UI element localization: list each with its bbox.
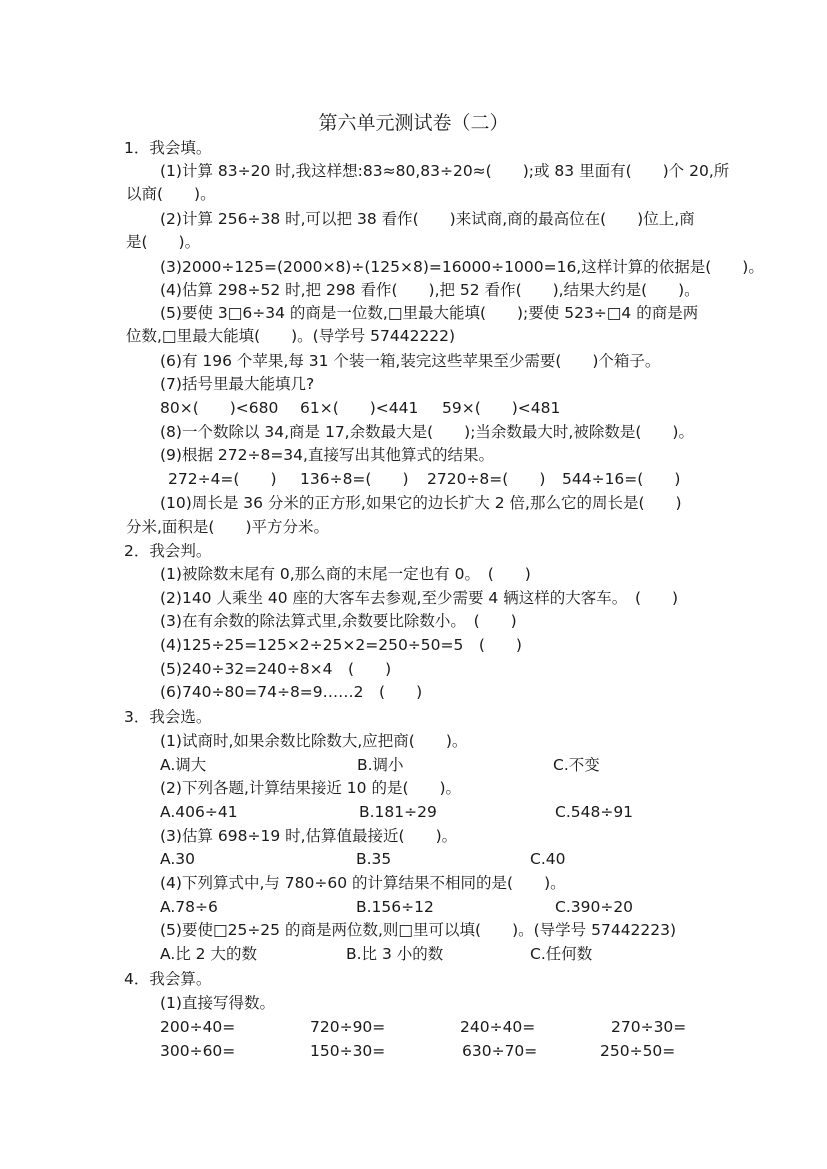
s1-q3: (3)2000÷125=(2000×8)÷(125×8)=16000÷1000=16,这样计算的依据是( )。 bbox=[160, 258, 764, 276]
s3-q5-option-b: B.比 3 小的数 bbox=[346, 945, 444, 963]
s4-calc-1: 200÷40= bbox=[160, 1018, 236, 1036]
s3-q1-option-a: A.调大 bbox=[160, 756, 207, 774]
s1-q5-line1: (5)要使 3□6÷34 的商是一位数,□里最大能填( );要使 523÷□4 的商是两 bbox=[160, 304, 699, 322]
page-title: 第六单元测试卷（二） bbox=[318, 112, 509, 134]
s3-q2-option-c: C.548÷91 bbox=[555, 803, 634, 821]
s4-q1: (1)直接写得数。 bbox=[160, 994, 275, 1012]
section-3-heading: 3．我会选。 bbox=[124, 708, 212, 726]
section-2-heading: 2．我会判。 bbox=[124, 542, 212, 560]
s1-q9: (9)根据 272÷8=34,直接写出其他算式的结果。 bbox=[160, 446, 494, 464]
s3-q3: (3)估算 698÷19 时,估算值最接近( )。 bbox=[160, 827, 458, 845]
s3-q5-option-a: A.比 2 大的数 bbox=[160, 945, 257, 963]
s1-q10-line2: 分米,面积是( )平方分米。 bbox=[126, 518, 330, 536]
s3-q5: (5)要使□25÷25 的商是两位数,则□里可以填( )。(导学号 57442223) bbox=[160, 921, 677, 939]
s4-calc-7: 630÷70= bbox=[462, 1042, 538, 1060]
s2-item-3: (3)在有余数的除法算式里,余数要比除数小。 ( ) bbox=[160, 612, 517, 630]
s2-item-5: (5)240÷32=240÷8×4 ( ) bbox=[160, 660, 392, 678]
s1-q9-item-3: 2720÷8=( ) bbox=[427, 470, 546, 488]
section-4-heading: 4．我会算。 bbox=[124, 970, 212, 988]
s4-calc-3: 240÷40= bbox=[460, 1018, 536, 1036]
s4-calc-8: 250÷50= bbox=[600, 1042, 676, 1060]
s3-q1-option-b: B.调小 bbox=[357, 756, 404, 774]
s4-calc-2: 720÷90= bbox=[310, 1018, 386, 1036]
s1-q7-item-1: 80×( )<680 bbox=[160, 399, 279, 417]
s3-q2: (2)下列各题,计算结果接近 10 的是( )。 bbox=[160, 779, 462, 797]
s1-q9-item-2: 136÷8=( ) bbox=[300, 470, 409, 488]
s3-q3-option-a: A.30 bbox=[160, 850, 195, 868]
s3-q3-option-c: C.40 bbox=[530, 850, 566, 868]
s1-q2-line1: (2)计算 256÷38 时,可以把 38 看作( )来试商,商的最高位在( )位上,商 bbox=[160, 210, 695, 228]
s2-item-1: (1)被除数末尾有 0,那么商的末尾一定也有 0。 ( ) bbox=[160, 565, 531, 583]
s3-q3-option-b: B.35 bbox=[356, 850, 392, 868]
s1-q4: (4)估算 298÷52 时,把 298 看作( ),把 52 看作( ),结果大约是( )。 bbox=[160, 281, 700, 299]
s4-calc-5: 300÷60= bbox=[160, 1042, 236, 1060]
s2-item-2: (2)140 人乘坐 40 座的大客车去参观,至少需要 4 辆这样的大客车。 ( ) bbox=[160, 589, 679, 607]
s1-q8: (8)一个数除以 34,商是 17,余数最大是( );当余数最大时,被除数是( )。 bbox=[160, 423, 694, 441]
s1-q2-line2: 是( )。 bbox=[126, 233, 201, 251]
s1-q6: (6)有 196 个苹果,每 31 个装一箱,装完这些苹果至少需要( )个箱子。 bbox=[160, 352, 661, 370]
s1-q9-item-1: 272÷4=( ) bbox=[168, 470, 277, 488]
s2-item-6: (6)740÷80=74÷8=9……2 ( ) bbox=[160, 683, 423, 701]
s1-q1-line2: 以商( )。 bbox=[126, 185, 216, 203]
s3-q4: (4)下列算式中,与 780÷60 的计算结果不相同的是( )。 bbox=[160, 874, 566, 892]
s1-q9-item-4: 544÷16=( ) bbox=[562, 470, 681, 488]
s3-q2-option-b: B.181÷29 bbox=[359, 803, 437, 821]
s3-q4-option-a: A.78÷6 bbox=[160, 898, 218, 916]
s1-q1-line1: (1)计算 83÷20 时,我这样想:83≈80,83÷20≈( );或 83 里面有( )个 20,所 bbox=[160, 162, 730, 180]
s1-q7-item-2: 61×( )<441 bbox=[300, 399, 419, 417]
s3-q4-option-c: C.390÷20 bbox=[555, 898, 634, 916]
section-1-heading: 1．我会填。 bbox=[124, 139, 212, 157]
s3-q5-option-c: C.任何数 bbox=[530, 945, 593, 963]
s3-q1: (1)试商时,如果余数比除数大,应把商( )。 bbox=[160, 732, 468, 750]
s1-q5-line2: 位数,□里最大能填( )。(导学号 57442222) bbox=[126, 327, 456, 345]
s1-q7-item-3: 59×( )<481 bbox=[442, 399, 561, 417]
s3-q2-option-a: A.406÷41 bbox=[160, 803, 238, 821]
s4-calc-6: 150÷30= bbox=[310, 1042, 386, 1060]
s4-calc-4: 270÷30= bbox=[611, 1018, 687, 1036]
s1-q10-line1: (10)周长是 36 分米的正方形,如果它的边长扩大 2 倍,那么它的周长是( ) bbox=[160, 494, 682, 512]
s2-item-4: (4)125÷25=125×2÷25×2=250÷50=5 ( ) bbox=[160, 636, 522, 654]
s1-q7: (7)括号里最大能填几? bbox=[160, 375, 315, 393]
s3-q1-option-c: C.不变 bbox=[553, 756, 600, 774]
s3-q4-option-b: B.156÷12 bbox=[356, 898, 434, 916]
